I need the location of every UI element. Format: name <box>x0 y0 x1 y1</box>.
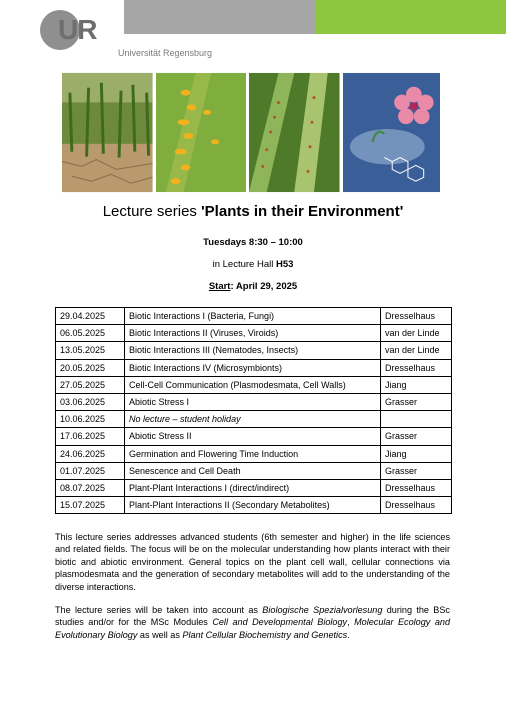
row-speaker: Dresselhaus <box>381 359 452 376</box>
para2-module-name: Plant Cellular Biochemistry and Genetics <box>182 629 348 640</box>
row-topic: Germination and Flowering Time Induction <box>125 445 381 462</box>
row-date: 29.04.2025 <box>56 308 125 325</box>
row-date: 24.06.2025 <box>56 445 125 462</box>
table-row <box>56 359 452 376</box>
page-title <box>0 203 506 220</box>
para2-text: . <box>347 629 350 640</box>
hall-name: H53 <box>275 259 294 270</box>
row-topic: Biotic Interactions I (Bacteria, Fungi) <box>125 308 381 325</box>
row-speaker <box>381 411 452 428</box>
row-topic: Abiotic Stress II <box>125 428 381 445</box>
row-topic: Senescence and Cell Death <box>125 462 381 479</box>
row-speaker: Dresselhaus <box>381 308 452 325</box>
row-topic: Plant-Plant Interactions I (direct/indirect) <box>125 479 381 496</box>
row-date: 06.05.2025 <box>56 325 125 342</box>
plant-seedlings-photo <box>62 72 153 193</box>
row-topic: Plant-Plant Interactions II (Secondary Metabolites) <box>125 497 381 514</box>
table-row <box>56 462 452 479</box>
row-date: 20.05.2025 <box>56 359 125 376</box>
para2-module-name: Biologische Spezialvorlesung <box>262 605 383 615</box>
row-date: 13.05.2025 <box>56 342 125 359</box>
row-date: 17.06.2025 <box>56 428 125 445</box>
table-row <box>56 411 452 428</box>
row-speaker: van der Linde <box>381 325 452 342</box>
university-logo <box>40 8 240 64</box>
logo-letters: UR <box>58 14 97 45</box>
schedule-table <box>55 307 452 514</box>
aphids-on-stem-photo <box>156 72 247 193</box>
row-date: 27.05.2025 <box>56 376 125 393</box>
row-date: 08.07.2025 <box>56 479 125 496</box>
title-prefix: Lecture series <box>102 203 202 220</box>
para2-text: as well as <box>137 629 183 640</box>
row-topic: Abiotic Stress I <box>125 393 381 410</box>
row-speaker: Grasser <box>381 428 452 445</box>
table-row <box>56 308 452 325</box>
module-info-paragraph <box>55 604 450 641</box>
start-label: Start <box>208 281 231 292</box>
university-name: Universität Regensburg <box>118 48 213 58</box>
row-date: 10.06.2025 <box>56 411 125 428</box>
row-speaker: van der Linde <box>381 342 452 359</box>
table-row <box>56 342 452 359</box>
rust-infected-leaves-photo <box>249 72 340 193</box>
title-main: 'Plants in their Environment' <box>201 203 404 220</box>
table-row <box>56 428 452 445</box>
table-row <box>56 497 452 514</box>
hall-line <box>0 259 506 270</box>
row-date: 15.07.2025 <box>56 497 125 514</box>
row-speaker: Dresselhaus <box>381 497 452 514</box>
start-line <box>0 281 506 292</box>
row-speaker: Jiang <box>381 445 452 462</box>
para2-module-name: Molecular Ecology and Evolutionary Biology <box>55 617 451 640</box>
para2-text: during the BSc studies and/or for the MSc Modules <box>55 605 450 628</box>
row-topic: Biotic Interactions III (Nematodes, Insects) <box>125 342 381 359</box>
time-line <box>0 237 506 248</box>
start-date: : April 29, 2025 <box>230 281 298 292</box>
table-row <box>56 479 452 496</box>
row-speaker: Grasser <box>381 393 452 410</box>
hall-prefix: in Lecture Hall <box>212 259 276 270</box>
row-topic: No lecture – student holiday <box>125 411 381 428</box>
table-row <box>56 376 452 393</box>
description-paragraph: This lecture series addresses advanced students (6th semester and higher) in the life sciences and related fields. The focus will be on the molecular understanding how plants interact with their biotic and abiotic environment. General topics on the plant cell wall, cellular connections via plasmodesmata and the generation of secondary metabolites will add to the understanding of the diverse interactions. <box>55 532 450 592</box>
row-date: 03.06.2025 <box>56 393 125 410</box>
table-row <box>56 393 452 410</box>
photo-strip <box>62 72 440 193</box>
row-speaker: Grasser <box>381 462 452 479</box>
table-row <box>56 445 452 462</box>
row-topic: Cell-Cell Communication (Plasmodesmata, Cell Walls) <box>125 376 381 393</box>
row-topic: Biotic Interactions II (Viruses, Viroids) <box>125 325 381 342</box>
header-green-bar <box>316 0 506 34</box>
row-speaker: Jiang <box>381 376 452 393</box>
para2-text: The lecture series will be taken into account as <box>55 605 263 615</box>
para2-module-name: Cell and Developmental Biology <box>212 617 348 628</box>
para2-text: , <box>347 617 355 628</box>
row-date: 01.07.2025 <box>56 462 125 479</box>
row-speaker: Dresselhaus <box>381 479 452 496</box>
lecture-time: Tuesdays 8:30 – 10:00 <box>203 237 303 248</box>
petri-dish-flower-molecule-photo <box>343 72 440 193</box>
row-topic: Biotic Interactions IV (Microsymbionts) <box>125 359 381 376</box>
table-row <box>56 325 452 342</box>
